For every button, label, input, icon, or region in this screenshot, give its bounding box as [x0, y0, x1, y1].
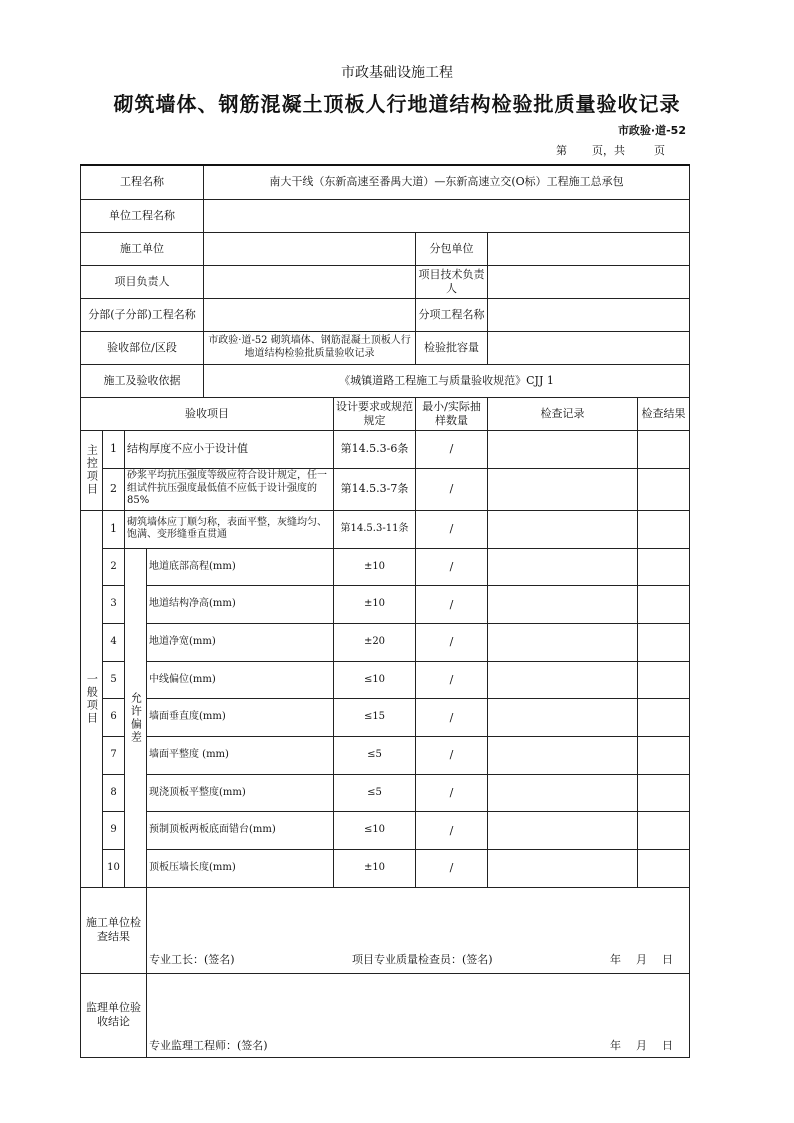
sub-division-label: 分部(子分部)工程名称 — [81, 298, 204, 331]
item-record — [488, 699, 638, 737]
item-sample: / — [416, 430, 488, 468]
document-category: 市政基础设施工程 — [341, 65, 453, 81]
item-no: 3 — [103, 586, 125, 624]
supervisor-check-label: 监理单位验收结论 — [81, 973, 147, 1057]
tolerance-item-row — [81, 736, 690, 774]
contractor-label: 施工单位 — [81, 232, 204, 265]
item-sample: / — [416, 699, 488, 737]
item-sample: / — [416, 850, 488, 888]
item-text: 中线偏位(mm) — [147, 661, 334, 699]
item-no: 1 — [103, 430, 125, 468]
item-text: 墙面垂直度(mm) — [147, 699, 334, 737]
item-result — [638, 548, 690, 586]
manager-label: 项目负责人 — [81, 265, 204, 298]
row-location — [81, 331, 690, 364]
location-value: 市政验·道-52 砌筑墙体、钢筋混凝土顶板人行地道结构检验批质量验收记录 — [204, 331, 416, 364]
contractor-check-content — [147, 887, 690, 973]
item-sample: / — [416, 510, 488, 548]
item-record — [488, 736, 638, 774]
item-text: 地道结构净高(mm) — [147, 586, 334, 624]
page-indicator: 第 页，共 页 — [556, 144, 665, 157]
tolerance-item-row — [81, 699, 690, 737]
item-text: 现浇顶板平整度(mm) — [147, 774, 334, 812]
tolerance-item-row — [81, 661, 690, 699]
item-sample: / — [416, 586, 488, 624]
item-no: 9 — [103, 812, 125, 850]
item-record — [488, 812, 638, 850]
inspection-form-table — [80, 164, 690, 1058]
basis-value: 《城镇道路工程施工与质量验收规范》CJJ 1 — [204, 364, 690, 397]
supervisor-check-row — [81, 973, 690, 1057]
contractor-value — [204, 232, 416, 265]
item-no: 8 — [103, 774, 125, 812]
item-spec: 第14.5.3-7条 — [334, 468, 416, 510]
sub-item-label: 分项工程名称 — [416, 298, 488, 331]
item-text: 预制顶板两板底面错台(mm) — [147, 812, 334, 850]
item-result — [638, 510, 690, 548]
item-text: 地道净宽(mm) — [147, 623, 334, 661]
row-basis — [81, 364, 690, 397]
location-label: 验收部位/区段 — [81, 331, 204, 364]
tolerance-item-row — [81, 812, 690, 850]
item-spec: ≤10 — [334, 661, 416, 699]
col-header-sample: 最小/实际抽样数量 — [416, 397, 488, 430]
item-result — [638, 850, 690, 888]
tolerance-item-row — [81, 586, 690, 624]
item-spec: ≤10 — [334, 812, 416, 850]
item-record — [488, 548, 638, 586]
sub-division-value — [204, 298, 416, 331]
item-no: 2 — [103, 548, 125, 586]
item-result — [638, 699, 690, 737]
item-text: 砂浆平均抗压强度等级应符合设计规定，任一组试件抗压强度最低值不应低于设计强度的85% — [125, 468, 334, 510]
item-result — [638, 661, 690, 699]
item-record — [488, 661, 638, 699]
item-spec: 第14.5.3-11条 — [334, 510, 416, 548]
contractor-check-label: 施工单位检查结果 — [81, 887, 147, 973]
item-record — [488, 850, 638, 888]
engineer-signature: 专业监理工程师：(签名) — [149, 1038, 268, 1052]
item-sample: / — [416, 736, 488, 774]
item-spec: ≤15 — [334, 699, 416, 737]
tolerance-item-row — [81, 623, 690, 661]
item-no: 4 — [103, 623, 125, 661]
item-spec: 第14.5.3-6条 — [334, 430, 416, 468]
item-sample: / — [416, 468, 488, 510]
item-no: 1 — [103, 510, 125, 548]
basis-label: 施工及验收依据 — [81, 364, 204, 397]
item-sample: / — [416, 661, 488, 699]
item-no: 10 — [103, 850, 125, 888]
inspector-signature: 项目专业质量检查员：(签名) — [352, 952, 493, 966]
document-title: 砌筑墙体、钢筋混凝土顶板人行地道结构检验批质量验收记录 — [113, 92, 681, 116]
item-text: 结构厚度不应小于设计值 — [125, 430, 334, 468]
col-header-result: 检查结果 — [638, 397, 690, 430]
item-spec: ≤5 — [334, 736, 416, 774]
item-record — [488, 430, 638, 468]
batch-capacity-value — [488, 331, 690, 364]
tolerance-item-row — [81, 774, 690, 812]
tech-manager-label: 项目技术负责人 — [416, 265, 488, 298]
item-no: 6 — [103, 699, 125, 737]
item-spec: ±10 — [334, 586, 416, 624]
item-record — [488, 623, 638, 661]
item-result — [638, 774, 690, 812]
item-sample: / — [416, 774, 488, 812]
row-unit-project — [81, 199, 690, 232]
item-result — [638, 812, 690, 850]
row-sub-division — [81, 298, 690, 331]
item-record — [488, 468, 638, 510]
item-result — [638, 736, 690, 774]
supervisor-check-content — [147, 973, 690, 1057]
row-project-name — [81, 165, 690, 199]
form-code: 市政验·道-52 — [617, 124, 686, 137]
batch-capacity-label: 检验批容量 — [416, 331, 488, 364]
tech-manager-value — [488, 265, 690, 298]
tolerance-item-row — [81, 548, 690, 586]
tolerance-group-label: 允许偏差 — [125, 548, 147, 887]
project-name-value: 南大干线（东新高速至番禺大道）—东新高速立交(O标）工程施工总承包 — [204, 165, 690, 199]
item-text: 砌筑墙体应丁顺匀称，表面平整，灰缝均匀、饱满、变形缝垂直贯通 — [125, 510, 334, 548]
item-no: 5 — [103, 661, 125, 699]
subcontractor-label: 分包单位 — [416, 232, 488, 265]
manager-value — [204, 265, 416, 298]
col-header-record: 检查记录 — [488, 397, 638, 430]
sub-item-value — [488, 298, 690, 331]
item-result — [638, 468, 690, 510]
general-group-label: 一般项目 — [81, 510, 103, 887]
item-sample: / — [416, 623, 488, 661]
main-item-row — [81, 468, 690, 510]
main-group-label: 主控项目 — [81, 430, 103, 510]
item-text: 地道底部高程(mm) — [147, 548, 334, 586]
contractor-date: 年 月 日 — [610, 952, 675, 966]
col-header-item: 验收项目 — [81, 397, 334, 430]
item-no: 2 — [103, 468, 125, 510]
item-result — [638, 430, 690, 468]
item-spec: ±10 — [334, 850, 416, 888]
item-record — [488, 586, 638, 624]
item-spec: ≤5 — [334, 774, 416, 812]
item-text: 顶板压墙长度(mm) — [147, 850, 334, 888]
foreman-signature: 专业工长：(签名) — [149, 952, 235, 966]
row-contractor — [81, 232, 690, 265]
item-no: 7 — [103, 736, 125, 774]
tolerance-item-row — [81, 850, 690, 888]
main-item-row — [81, 430, 690, 468]
unit-project-value — [204, 199, 690, 232]
item-spec: ±10 — [334, 548, 416, 586]
item-result — [638, 623, 690, 661]
project-name-label: 工程名称 — [81, 165, 204, 199]
item-result — [638, 586, 690, 624]
item-record — [488, 774, 638, 812]
subcontractor-value — [488, 232, 690, 265]
item-sample: / — [416, 548, 488, 586]
col-header-design: 设计要求或规范规定 — [334, 397, 416, 430]
item-sample: / — [416, 812, 488, 850]
contractor-check-row — [81, 887, 690, 973]
item-spec: ±20 — [334, 623, 416, 661]
item-text: 墙面平整度 (mm) — [147, 736, 334, 774]
item-record — [488, 510, 638, 548]
general-item-row — [81, 510, 690, 548]
supervisor-date: 年 月 日 — [610, 1038, 676, 1052]
column-header-row — [81, 397, 690, 430]
unit-project-label: 单位工程名称 — [81, 199, 204, 232]
row-manager — [81, 265, 690, 298]
